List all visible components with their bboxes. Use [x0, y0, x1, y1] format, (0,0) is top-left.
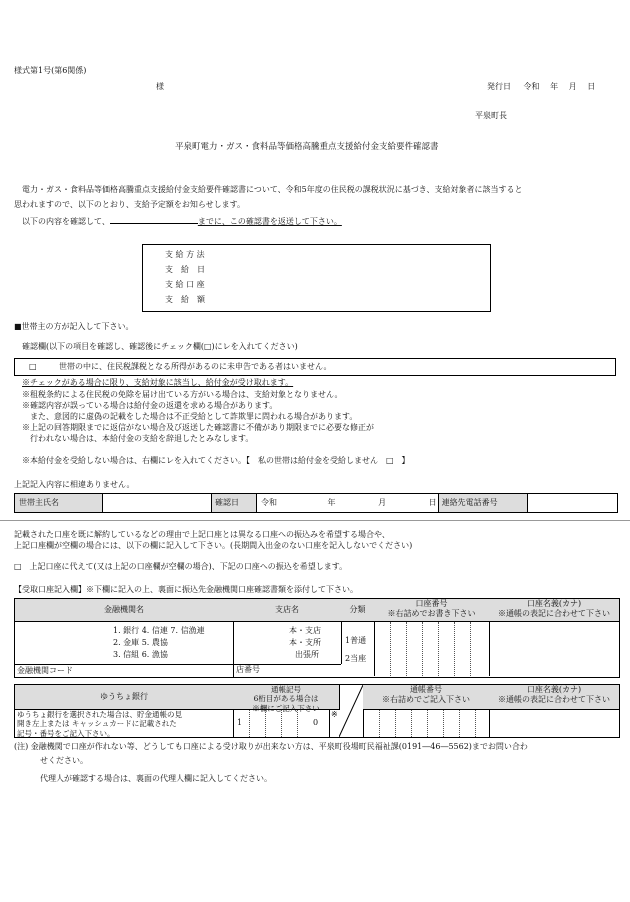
- type-header: 分類: [341, 599, 375, 622]
- yucho-holder-header: [489, 685, 619, 710]
- confirm-true: 上記記入内容に相違ありません。: [14, 480, 135, 489]
- account-type-2: 2当座: [345, 654, 367, 663]
- yucho-desc: [15, 710, 234, 737]
- yucho-digit-0: 0: [313, 718, 319, 727]
- issue-day: 日: [587, 82, 596, 91]
- sign-era: 令和: [261, 498, 277, 507]
- sign-year: 年: [327, 498, 336, 507]
- slash-icon: [339, 685, 363, 737]
- intro-line-2: 思われますので、以下のとおり、支給予定額をお知らせします。: [14, 200, 245, 209]
- issue-year: 年: [550, 82, 559, 91]
- recipient-suffix: 様: [156, 82, 164, 91]
- return-line: [22, 215, 342, 227]
- confirm-date-field[interactable]: [257, 494, 439, 513]
- branch-header: 支店名: [233, 599, 342, 622]
- yucho-slash-cell: [339, 685, 364, 737]
- confirm-header: 確認欄(以下の項目を確認し、確認後にチェック欄(□)にレを入れてください): [22, 342, 298, 351]
- bank-table: [14, 598, 620, 678]
- note-4: また、意図的に虚偽の記載をした場合は不正受給として詐欺罪に問われる場合があります。: [22, 412, 358, 421]
- bank-code-label: 金融機関コード: [17, 666, 73, 675]
- yucho-symbol-header: [233, 685, 340, 713]
- sign-day: 日: [428, 498, 437, 507]
- yucho-desc-3: 記号・番号をご記入下さい。: [17, 728, 115, 738]
- issue-month: 月: [568, 82, 577, 91]
- yucho-number-field[interactable]: [363, 710, 490, 737]
- note-6: 行われない場合は、本給付金の支給を辞退したとみなします。: [22, 434, 254, 443]
- account-header-title: 口座番号: [415, 599, 448, 608]
- account-header: [374, 599, 490, 622]
- yucho-holder-title: 口座名義(カナ): [526, 685, 582, 694]
- code-row: [15, 664, 341, 677]
- holder-name-cell[interactable]: [489, 622, 619, 676]
- yucho-symbol-title: 通帳記号: [271, 685, 301, 694]
- payment-date-label: 支 給 日: [165, 265, 205, 274]
- bank-name-header: 金融機関名: [15, 599, 234, 622]
- account-note-2: 上記口座欄が空欄の場合には、以下の欄に記入して下さい。(長期間入出金のない口座を記入しないでください): [14, 541, 413, 550]
- account-number-cell[interactable]: [374, 622, 490, 676]
- note-2: ※租税条約による住民税の免除を届け出ている方がいる場合は、支給対象となりません。: [22, 390, 343, 399]
- yucho-number-title: 通帳番号: [410, 685, 442, 694]
- account-note-1: 記載された口座を既に解約しているなどの理由で上記口座とは異なる口座への振込みを希望する場合や、: [14, 530, 390, 539]
- document-title: 平泉町電力・ガス・食料品等価格高騰重点支援給付金支給要件確認書: [175, 142, 439, 152]
- payment-method-label: 支 給 方 法: [165, 250, 205, 259]
- issue-date: [487, 82, 595, 92]
- return-prefix: 以下の内容を確認して、: [22, 217, 110, 226]
- decline-note: ※本給付金を受給しない場合は、右欄にレを入れてください。【 私の世帯は給付金を受給しません □ 】: [22, 456, 410, 465]
- yucho-number-sub: ※右詰めでご記入下さい: [382, 695, 470, 704]
- householder-note: ■世帯主の方が記入して下さい。: [14, 322, 134, 331]
- payment-info-box: [142, 244, 491, 312]
- phone-label: 連絡先電話番号: [438, 494, 527, 513]
- payment-account-label: 支 給 口 座: [165, 280, 205, 289]
- divider: [0, 520, 630, 521]
- confirm-text: 世帯の中に、住民税課税となる所得があるのに未申告である者はいません。: [59, 362, 332, 371]
- yucho-digit-1: 1: [237, 718, 243, 727]
- note-3: ※確認内容が誤っている場合は給付金の返還を求める場合があります。: [22, 401, 278, 410]
- yucho-asterisk: ※: [329, 710, 338, 737]
- yucho-number-header: [363, 685, 490, 710]
- sign-month: 月: [378, 498, 387, 507]
- yucho-table: [14, 684, 620, 738]
- holder-header-title: 口座名義(カナ): [526, 599, 582, 608]
- account-type-1: 1普通: [345, 636, 367, 645]
- yucho-symbol-sub1: 6桁目がある場合は: [253, 694, 319, 704]
- transfer-request: □ 上記口座に代えて(又は上記の口座欄が空欄の場合)、下記の口座への振込を希望します。: [14, 562, 348, 571]
- branch-type-cell: [233, 622, 342, 664]
- branch-code-label: 店番号: [233, 665, 260, 677]
- return-deadline-blank: [110, 215, 198, 224]
- yucho-symbol-sub2: ※欄にご記入下さい: [252, 703, 320, 713]
- sign-table: [14, 493, 618, 513]
- payment-amount-label: 支 給 額: [165, 295, 205, 304]
- issuer: 平泉町長: [475, 111, 507, 120]
- footer-note-2: せください。: [40, 756, 88, 765]
- branch-type-3: 出張所: [295, 650, 319, 659]
- note-5: ※上記の回答期限までに返信がない場合及び返送した確認書に不備があり期限までに必要な修正が: [22, 423, 374, 432]
- footer-note-1: (注) 金融機関で口座が作れない等、どうしても口座による受け取りが出来ない方は、平泉町役場町民福祉課(0191―46―5562)までお問い合わ: [14, 742, 528, 751]
- branch-type-2: 本・支所: [289, 638, 321, 647]
- bank-type-1: 1. 銀行 4. 信連 7. 信漁連: [113, 626, 205, 635]
- branch-type-1: 本・支店: [289, 626, 321, 635]
- intro-line-1: 電力・ガス・食料品等価格高騰重点支援給付金支給要件確認書について、令和5年度の住民税の課税状況に基づき、支給対象者に該当すると: [22, 185, 523, 194]
- bank-type-cell: [15, 622, 234, 664]
- confirm-box: [14, 358, 616, 376]
- form-number: 様式第1号(第6関係): [14, 66, 87, 75]
- householder-name-field[interactable]: [103, 494, 212, 513]
- bank-type-3: 3. 信組 6. 漁協: [113, 650, 168, 659]
- bank-type-2: 2. 金庫 5. 農協: [113, 638, 168, 647]
- footer-note-3: 代理人が確認する場合は、裏面の代理人欄に記入してください。: [40, 774, 272, 783]
- yucho-holder-field[interactable]: [489, 710, 619, 737]
- issue-era: 令和: [523, 82, 540, 91]
- yucho-header: ゆうちょ銀行: [15, 685, 234, 710]
- account-type-cell: [341, 622, 375, 676]
- yucho-holder-sub: ※通帳の表記に合わせて下さい: [498, 695, 610, 704]
- yucho-desc-2: 開き左上または キャッシュカードに記載された: [17, 719, 177, 729]
- householder-name-label: 世帯主氏名: [15, 494, 103, 513]
- note-1: ※チェックがある場合に限り、支給対象に該当し、給付金が受け取れます。: [22, 378, 294, 387]
- confirm-checkbox[interactable]: □: [29, 362, 37, 371]
- holder-header: [489, 599, 619, 622]
- holder-header-sub: ※通帳の表記に合わせて下さい: [498, 609, 610, 618]
- account-header-sub: ※右詰めでお書き下さい: [387, 609, 476, 618]
- return-suffix: までに、この確認書を返送して下さい。: [197, 217, 342, 226]
- phone-field[interactable]: [527, 494, 617, 513]
- confirm-date-label: 確認日: [212, 494, 257, 513]
- receiving-header: 【受取口座記入欄】※下欄に記入の上、裏面に振込先金融機関口座確認書類を添付して下さい。: [14, 585, 358, 594]
- issue-date-label: 発行日: [487, 82, 511, 91]
- yucho-symbol-field[interactable]: [233, 710, 339, 737]
- yucho-desc-1: ゆうちょ銀行を選択された場合は、貯金通帳の見: [17, 710, 182, 719]
